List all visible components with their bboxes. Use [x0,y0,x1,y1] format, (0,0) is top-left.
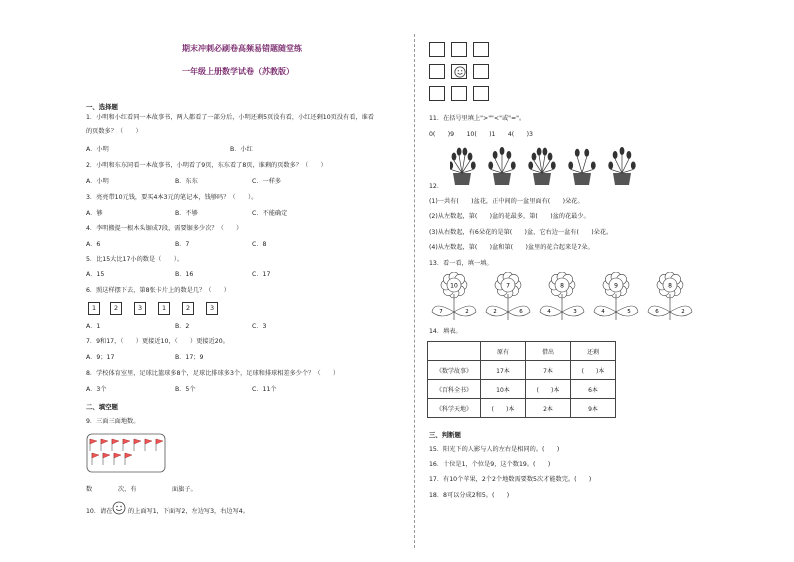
number-card: 3 [134,302,146,315]
table-cell: ( )本 [571,361,616,380]
option: B．5个 [175,386,196,393]
worksheet-subtitle: 一年级上册数学试卷（苏教版） [182,67,294,76]
question-10-cont: 的上面写1，下面写2，左边写3，右边写4。 [128,508,249,515]
option: A．15 [86,271,105,278]
table-header-cell: 原有 [481,342,526,361]
table-cell: 17本 [481,361,526,380]
option: A．3个 [86,386,107,393]
flower-number: 8 [668,282,672,290]
flower-pots-illustration [450,145,640,187]
question-1: 1．小明和小红看同一本故事书，两人都看了一部分后，小明还剩5页没有看，小红还剩10页没有看，谁看 [86,114,374,121]
question-7: 7．9和17，（ ）更接近10，（ ）更接近20。 [86,338,229,345]
leaf-number: 6 [655,309,659,315]
leaf-number: 4 [601,309,605,315]
question-12-part-1: (1)一共有( )盆花，正中间的一盆里面有( )朵花。 [429,198,584,205]
number-flowers-illustration [430,272,710,322]
table-row [428,399,616,418]
flower-number: 10 [450,282,458,290]
number-flower [432,272,476,320]
leaf-number: 2 [493,309,497,315]
question-1-cont: 的页数多？（ ） [86,128,142,135]
number-flower [540,272,584,320]
leaf-number: 6 [519,309,523,315]
section-heading-choice: 一、选择题 [86,103,118,111]
option: A．小明 [86,146,109,153]
smiley-icon [454,66,466,78]
option: A．小明 [86,178,109,185]
table-row [428,361,616,380]
question-9-blank-1: 数 [86,486,93,493]
table-cell: ( )本 [526,380,571,399]
option: B．2 [175,323,190,330]
leaf-number: 2 [465,309,469,315]
number-flower [648,272,692,320]
table-row [428,380,616,399]
table-header-cell: 还剩 [571,342,616,361]
number-flower [486,272,530,320]
number-flower [594,272,638,320]
option: C．一样多 [252,178,282,185]
question-18: 18．8可以分成2和5。( ) [429,492,510,499]
table-header-cell [428,342,481,361]
question-14: 14．填表。 [429,328,462,335]
column-divider [414,34,415,548]
table-header-row [428,342,616,361]
table-cell: 6本 [571,380,616,399]
question-15: 15．阳光下的人影与人的左右是相同的。( ) [429,446,560,453]
flower-pot [488,147,515,185]
option: A．9；17 [86,354,115,361]
question-12-part-2: (2)从左数起，第( )盆的花最多，第( )盆的花最少。 [429,213,590,220]
question-12: 12． [429,183,444,190]
option: B．不够 [175,210,198,217]
question-6: 6．照这样摆下去，第8张卡片上的数是几？（ ） [86,287,230,294]
leaf-number: 2 [681,309,685,315]
worksheet-title: 期末冲刺必刷卷高频易错题随堂练 [182,44,302,53]
option: A．1 [86,323,101,330]
table-cell: ( )本 [481,399,526,418]
option: C．不能确定 [252,210,288,217]
option: C．17 [252,271,271,278]
number-card: 1 [88,302,100,315]
leaf-number: 3 [573,309,577,315]
question-9: 9．三面三面地数。 [86,418,140,425]
question-11: 11．在括号里填上">""<"或"="。 [429,115,526,122]
question-2: 2．小明和东东同看一本故事书，小明看了9页，东东看了8页，谁剩的页数多？（ ） [86,162,327,169]
flower-number: 8 [560,282,564,290]
question-8: 8．学校体育室里，足球比篮球多8个，足球比排球多3个，足球和排球相差多少个？（ ） [86,370,340,377]
question-17: 17．有10个苹果，2个2个地数需要数5次才能数完。( ) [429,476,592,483]
question-13: 13．看一看，填一填。 [429,260,493,267]
leaf-number: 5 [627,309,631,315]
flags-illustration [86,433,166,473]
option: C．8 [252,241,267,248]
table-cell: 《数学故事》 [428,361,481,380]
option: A．够 [86,210,103,217]
number-card: 1 [158,302,170,315]
section-heading-fill: 二、填空题 [86,403,118,411]
flower-pot [450,148,476,185]
question-9-blank-2: 次，有 [118,486,137,493]
question-9-blank-3: 面旗子。 [172,486,197,493]
number-card: 3 [206,302,218,315]
flower-number: 9 [614,282,618,290]
option: C．11个 [252,386,277,393]
question-11-row: 0( )9 10( )1 4( )3 [429,131,533,138]
table-cell: 9本 [571,399,616,418]
question-12-part-3: (3)从右数起，有6朵花的是第( )盆，它右边一盆有( )朵花。 [429,229,613,236]
flower-pot [528,148,555,185]
leaf-number: 7 [439,309,443,315]
flower-pot [568,149,595,185]
question-16: 16．十位是1，个位是9，这个数19。( ) [429,461,551,468]
table-header-cell: 借出 [526,342,571,361]
table-cell: 7本 [526,361,571,380]
leaf-number: 4 [547,309,551,315]
table-cell: 2本 [526,399,571,418]
question-5: 5．比15大比17小的数是（ ）。 [86,256,184,263]
option: B．17；9 [175,354,204,361]
number-card: 2 [110,302,122,315]
option: B．16 [175,271,194,278]
question-4: 4．李明搬提一根木头锯成7段，需要锯多少次？（ ） [86,225,243,232]
option: A．6 [86,241,101,248]
table-cell: 《科学天地》 [428,399,481,418]
option: C．3 [252,323,267,330]
option: B．东东 [175,178,198,185]
table-cell: 《百科全书》 [428,380,481,399]
table-cell: 10本 [481,380,526,399]
option: B．小红 [230,146,253,153]
option: B．7 [175,241,190,248]
question-10: 10．请在 [86,508,113,515]
number-card: 2 [182,302,194,315]
library-table [427,341,616,418]
section-heading-judge: 三、判断题 [429,431,461,439]
flower-number: 7 [506,282,510,290]
flower-pot [608,147,635,185]
question-12-part-4: (4)从左数起，第( )盆和第( )盆里的花合起来是7朵。 [429,244,594,251]
question-3: 3．亮亮带10元钱，要买4本3元的笔记本，钱够吗？（ ）。 [86,194,258,201]
smiley-icon [112,501,126,515]
